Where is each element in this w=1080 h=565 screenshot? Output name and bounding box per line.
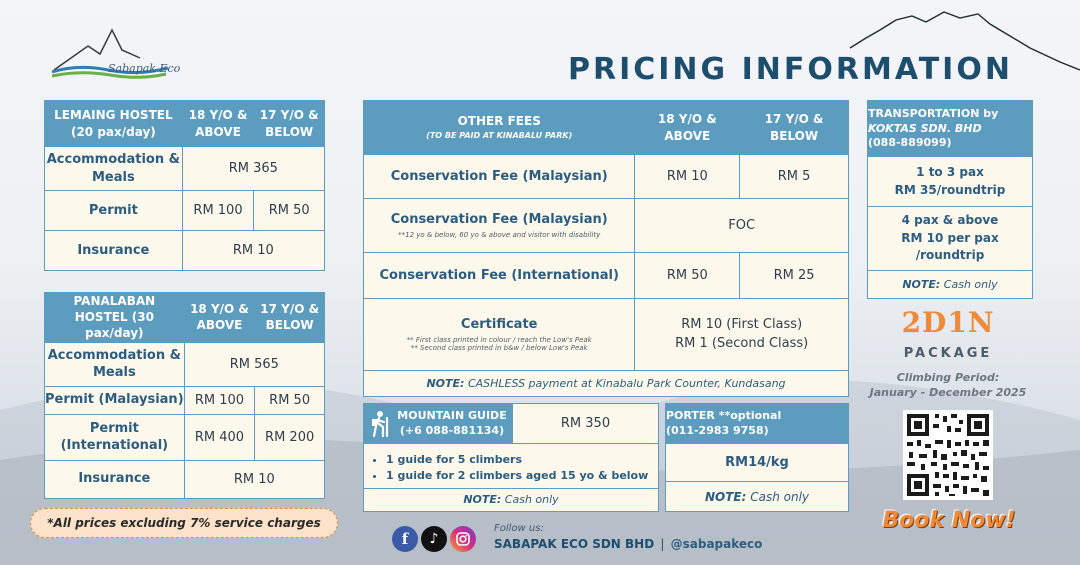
panalaban-permit-intl-label: Permit (International) (45, 414, 185, 460)
mountain-guide-title: MOUNTAIN GUIDE (397, 408, 507, 422)
panalaban-adult-header: 18 Y/O & ABOVE (184, 293, 255, 343)
transportation-header (868, 101, 1032, 157)
certificate-value (635, 299, 849, 371)
mountain-guide-phone: (+6 088-881134) (399, 423, 505, 437)
conservation-intl-label: Conservation Fee (International) (364, 253, 635, 299)
conservation-my-foc-title: Conservation Fee (Malaysian) (390, 212, 608, 228)
transportation-option-large (868, 207, 1032, 271)
mountain-guide-box (363, 403, 659, 512)
mountain-guide-note-label: NOTE: (463, 493, 502, 506)
social-handle[interactable]: @sabapakeco (670, 537, 763, 551)
service-charge-disclaimer: *All prices excluding 7% service charges (30, 508, 338, 538)
other-fees-adult-header: 18 Y/O & ABOVE (635, 101, 740, 155)
lemaing-child-header: 17 Y/O & BELOW (254, 101, 325, 147)
panalaban-permit-intl-child: RM 200 (255, 414, 325, 460)
conservation-my-foc-note: **12 yo & below, 60 yo & above and visitor with disability (398, 230, 601, 239)
lemaing-permit-label: Permit (45, 191, 183, 231)
transportation-large-price: RM 10 per pax (901, 230, 999, 245)
porter-note-text: Cash only (750, 490, 810, 504)
other-fees-note (364, 371, 849, 397)
lemaing-accommodation-price: RM 365 (182, 147, 324, 191)
lemaing-permit-adult: RM 100 (182, 191, 254, 231)
company-name: SABAPAK ECO SDN BHD (494, 537, 655, 551)
list-item: • 1 guide for 5 climbers (386, 452, 658, 468)
transportation-box (867, 100, 1033, 299)
transportation-note (868, 271, 1032, 298)
conservation-my-child: RM 5 (740, 155, 849, 199)
transportation-phone: (088-889099) (868, 136, 952, 150)
climbing-period-label: Climbing Period: (896, 371, 1000, 384)
panalaban-header: PANALABAN HOSTEL (30 pax/day) (45, 293, 185, 343)
mountain-guide-header (364, 404, 512, 443)
certificate-second-class: RM 1 (Second Class) (675, 335, 809, 351)
climbing-period (858, 370, 1038, 401)
other-fees-subtitle: (TO BE PAID AT KINABALU PARK) (426, 131, 573, 141)
conservation-my-adult: RM 10 (635, 155, 740, 199)
book-now-button[interactable]: Book Now! (882, 508, 1016, 533)
panalaban-permit-my-adult: RM 100 (184, 386, 255, 414)
hiker-icon (368, 410, 392, 438)
panalaban-permit-intl-adult: RM 400 (184, 414, 255, 460)
porter-note (666, 482, 848, 512)
transportation-note-label: NOTE: (902, 278, 941, 291)
conservation-my-label: Conservation Fee (Malaysian) (364, 155, 635, 199)
panalaban-insurance-label: Insurance (45, 460, 185, 498)
mountain-guide-list (364, 444, 658, 489)
mountain-guide-note (364, 489, 658, 511)
transportation-large-pax: 4 pax & above (901, 213, 999, 228)
conservation-intl-adult: RM 50 (635, 253, 740, 299)
list-item: • 1 guide for 2 climbers aged 15 yo & below (386, 468, 658, 484)
certificate-first-class: RM 10 (First Class) (681, 317, 803, 333)
footer-separator: | (660, 537, 665, 551)
certificate-label (364, 299, 635, 371)
tiktok-icon[interactable]: ♪ (421, 526, 447, 552)
panalaban-permit-my-label: Permit (Malaysian) (45, 386, 185, 414)
panalaban-permit-my-child: RM 50 (255, 386, 325, 414)
transportation-company: KOKTAS SDN. BHD (868, 121, 982, 135)
panalaban-hostel-table (44, 292, 325, 499)
panalaban-child-header: 17 Y/O & BELOW (255, 293, 325, 343)
social-icons (392, 526, 476, 552)
climbing-period-dates: January - December 2025 (869, 386, 1027, 400)
lemaing-permit-child: RM 50 (254, 191, 325, 231)
sabapak-logo (48, 24, 188, 84)
porter-price: RM14/kg (666, 444, 848, 482)
porter-header (666, 404, 848, 444)
lemaing-insurance-price: RM 10 (182, 231, 324, 271)
porter-note-label: NOTE: (704, 490, 747, 504)
lemaing-hostel-table (44, 100, 325, 271)
package-subtitle: PACKAGE (903, 346, 993, 361)
brand-name: Sabapak Eco (108, 62, 181, 75)
conservation-my-foc-value: FOC (635, 199, 849, 253)
other-fees-header (364, 101, 635, 155)
facebook-icon[interactable]: f (392, 526, 418, 552)
other-fees-note-text: CASHLESS payment at Kinabalu Park Counter, Kundasang (467, 377, 786, 390)
porter-phone: (011-2983 9758) (666, 424, 769, 437)
panalaban-accommodation-price: RM 565 (184, 342, 324, 386)
transportation-note-text: Cash only (943, 278, 998, 291)
conservation-my-foc-label (364, 199, 635, 253)
panalaban-accommodation-label: Accommodation & Meals (45, 342, 185, 386)
qr-code[interactable] (903, 410, 993, 500)
certificate-note-first: ** First class printed in colour / reach the Low's Peak (406, 335, 592, 344)
transportation-small-pax: 1 to 3 pax (916, 165, 984, 180)
other-fees-child-header: 17 Y/O & BELOW (740, 101, 849, 155)
page-title: PRICING INFORMATION (568, 52, 1013, 87)
follow-label: Follow us: (494, 523, 544, 534)
transportation-title: TRANSPORTATION by (868, 106, 999, 120)
porter-box (665, 403, 849, 512)
other-fees-note-label: NOTE: (426, 377, 465, 390)
transportation-large-unit: /roundtrip (915, 248, 985, 263)
porter-title: PORTER **optional (666, 409, 782, 423)
instagram-icon[interactable] (450, 526, 476, 552)
other-fees-title: OTHER FEES (457, 114, 541, 128)
transportation-small-price: RM 35/roundtrip (894, 182, 1006, 197)
transportation-option-small (868, 157, 1032, 207)
conservation-intl-child: RM 25 (740, 253, 849, 299)
lemaing-accommodation-label: Accommodation & Meals (45, 147, 183, 191)
package-title: 2D1N (901, 306, 995, 339)
other-fees-table (363, 100, 849, 397)
certificate-note-second: ** Second class printed in b&w / below Low's Peak (410, 344, 588, 353)
company-info (494, 537, 762, 551)
lemaing-adult-header: 18 Y/O & ABOVE (182, 101, 254, 147)
panalaban-insurance-price: RM 10 (184, 460, 324, 498)
lemaing-header: LEMAING HOSTEL (20 pax/day) (45, 101, 183, 147)
mountain-guide-note-text: Cash only (504, 493, 559, 506)
mountain-guide-price: RM 350 (512, 404, 658, 443)
certificate-title: Certificate (460, 316, 538, 332)
lemaing-insurance-label: Insurance (45, 231, 183, 271)
